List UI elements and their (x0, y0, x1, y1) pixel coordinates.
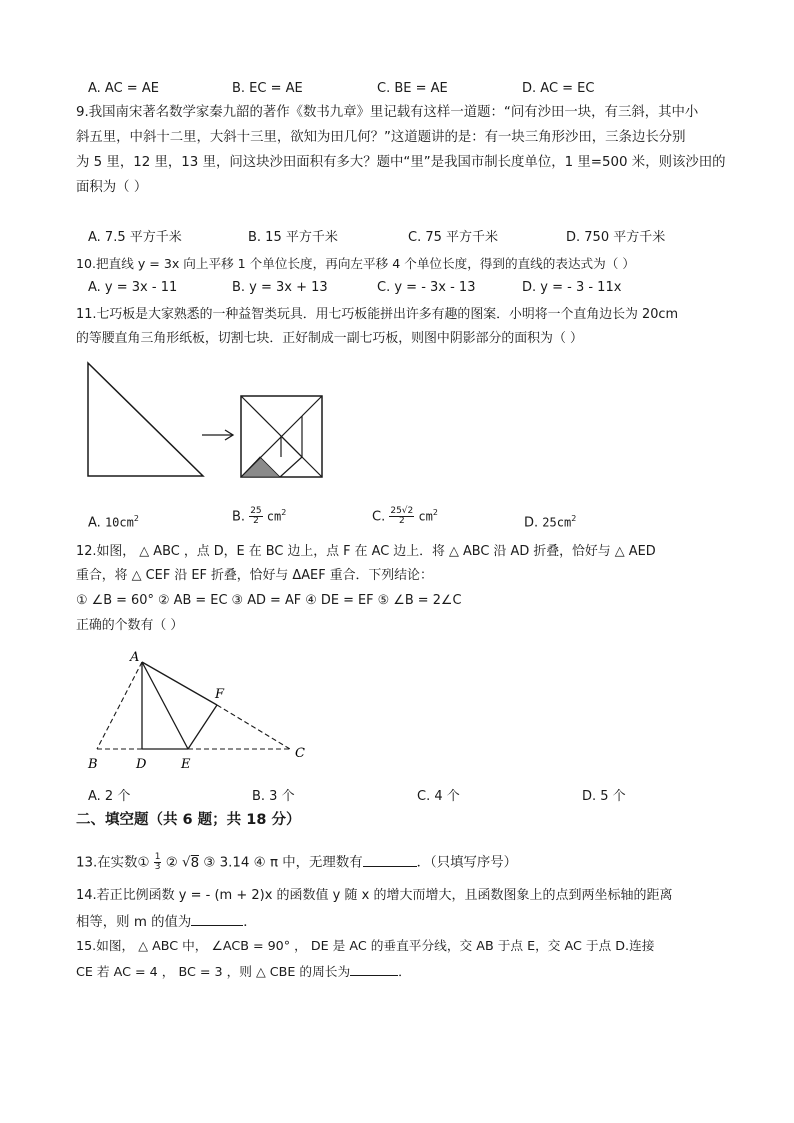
q11-option-b (232, 505, 286, 526)
q12-option-b: B. 3 个 (252, 789, 295, 804)
q15-post: ． (398, 964, 411, 979)
q11-option-b-label: B. (232, 509, 246, 525)
q11-option-c-unit: cm (418, 509, 433, 524)
label-b: B (88, 757, 98, 772)
q9-stem-line-4: 面积为（ ） (76, 180, 148, 195)
tangram-cut-half-diagonal (241, 416, 302, 477)
q9-stem-line-1: 9.我国南宋著名数学家秦九韶的著作《数书九章》里记载有这样一道题：“问有沙田一块，有三斜，其中小 (76, 105, 699, 120)
q13-frac-den: 3 (154, 862, 161, 872)
q12-option-d: D. 5 个 (582, 789, 626, 804)
q11-stem-line-1: 11.七巧板是大家熟悉的一种益智类玩具．用七巧板能拼出许多有趣的图案．小明将一个直角边长为 20cm (76, 307, 679, 322)
q13-frac-num: 1 (154, 852, 161, 862)
label-d: D (136, 757, 147, 772)
q15-stem-line-1: 15.如图， △ ABC 中， ∠ACB = 90° ， DE 是 AC 的垂直平分线，交 AB 于点 E，交 AC 于点 D.连接 (76, 938, 655, 953)
q13-mid2: ③ 3.14 ④ π 中，无理数有 (199, 855, 363, 871)
q13-answer-blank[interactable] (363, 854, 417, 867)
q11-option-c-label: C. (372, 509, 386, 525)
q11-option-c-den: 2 (398, 516, 405, 527)
q8-option-c: C. BE = AE (377, 81, 448, 96)
q11-option-b-num: 25 (250, 506, 262, 517)
q15-answer-blank[interactable] (350, 963, 398, 976)
q14-stem-line-1: 14.若正比例函数 y = - (m + 2)x 的函数值 y 随 x 的增大而增大，且函数图象上的点到两坐标轴的距离 (76, 888, 673, 903)
q11-option-b-unit: cm (266, 509, 282, 524)
q8-option-a: A. AC = AE (88, 81, 159, 96)
q11-option-b-fraction (249, 507, 262, 526)
q9-stem-line-2: 斜五里，中斜十二里，大斜十三里，欲知为田几何？”这道题讲的是：有一块三角形沙田，三条边长分别 (76, 130, 686, 145)
q11-option-b-den: 2 (253, 516, 259, 527)
label-c: C (295, 746, 305, 761)
shaded-region (241, 457, 280, 477)
triangle-figure (80, 645, 320, 775)
tangram-figure (80, 358, 330, 482)
q11-option-d (524, 511, 576, 531)
q14-answer-blank[interactable] (191, 913, 243, 926)
section-title-fill-in: 二、填空题（共 6 题；共 18 分） (76, 812, 301, 828)
q11-option-a (88, 511, 139, 531)
q11-option-c-fraction (389, 507, 414, 526)
q11-option-a-value: 10cm (104, 515, 134, 530)
q11-option-c (372, 505, 438, 526)
q9-option-a: A. 7.5 平方千米 (88, 230, 182, 245)
isosceles-right-triangle (88, 363, 203, 476)
q12-stem-line-1: 12.如图， △ ABC ，点 D，E 在 BC 边上，点 F 在 AC 边上．将 △ ABC 沿 AD 折叠，恰好与 △ AED (76, 544, 656, 559)
q12-stem-line-2: 重合，将 △ CEF 沿 EF 折叠，恰好与 ΔAEF 重合．下列结论： (76, 568, 433, 583)
q11-option-d-label: D. (524, 515, 539, 531)
q13-sqrt-value: 8 (190, 855, 200, 871)
segment-ab (97, 662, 142, 749)
q14-stem-line-2 (76, 913, 257, 931)
q10-option-a: A. y = 3x - 11 (88, 280, 178, 295)
segment-fc (217, 705, 290, 749)
label-e: E (181, 757, 191, 772)
q12-stem-line-4: 正确的个数有（ ） (76, 618, 184, 633)
q14-post: ． (243, 915, 257, 930)
sqrt-icon: √ (182, 855, 191, 871)
tangram-cut-bottom (280, 457, 302, 477)
q11-stem-line-2: 的等腰直角三角形纸板，切割七块．正好制成一副七巧板，则图中阴影部分的面积为（ ） (76, 331, 583, 346)
q10-option-b: B. y = 3x + 13 (232, 280, 328, 295)
q9-option-d: D. 750 平方千米 (566, 230, 666, 245)
tangram-cut-inner-diagonal (281, 436, 302, 457)
q10-option-d: D. y = - 3 - 11x (522, 280, 622, 295)
q9-stem-line-3: 为 5 里，12 里，13 里，问这块沙田面积有多大？题中“里”是我国市制长度单位，1 里=500 米，则该沙田的 (76, 155, 726, 170)
tangram-cut-corner (302, 396, 322, 416)
q12-option-c: C. 4 个 (417, 789, 460, 804)
q13-mid1: ② (161, 855, 183, 871)
q11-option-b-exp: 2 (281, 508, 287, 517)
q11-option-a-exp: 2 (133, 514, 139, 523)
q11-option-a-label: A. (88, 515, 101, 531)
q11-option-d-exp: 2 (571, 514, 577, 523)
q9-option-b: B. 15 平方千米 (248, 230, 338, 245)
label-a: A (130, 650, 140, 665)
q10-option-c: C. y = - 3x - 13 (377, 280, 476, 295)
q8-option-d: D. AC = EC (522, 81, 595, 96)
q11-option-c-exp: 2 (432, 508, 438, 517)
q15-pre: CE 若 AC = 4 ， BC = 3 ，则 △ CBE 的周长为 (76, 964, 351, 979)
q13-post: ．（只填写序号） (416, 855, 518, 871)
q13-stem (76, 853, 517, 872)
q11-option-c-num: 25√2 (390, 506, 414, 517)
q11-option-d-value: 25cm (542, 515, 572, 530)
label-f: F (215, 687, 225, 702)
segment-ef (188, 705, 217, 749)
q15-stem-line-2 (76, 963, 411, 980)
q8-option-b: B. EC = AE (232, 81, 303, 96)
q12-stem-line-3: ① ∠B = 60° ② AB = EC ③ AD = AF ④ DE = EF ⑤ ∠B = 2∠C (76, 593, 462, 608)
q12-option-a: A. 2 个 (88, 789, 131, 804)
q14-pre: 相等，则 m 的值为 (76, 915, 192, 930)
q9-option-c: C. 75 平方千米 (408, 230, 499, 245)
q10-stem: 10.把直线 y = 3x 向上平移 1 个单位长度，再向左平移 4 个单位长度，得到的直线的表达式为（ ） (76, 256, 635, 271)
q13-pre: 13.在实数① (76, 855, 150, 871)
